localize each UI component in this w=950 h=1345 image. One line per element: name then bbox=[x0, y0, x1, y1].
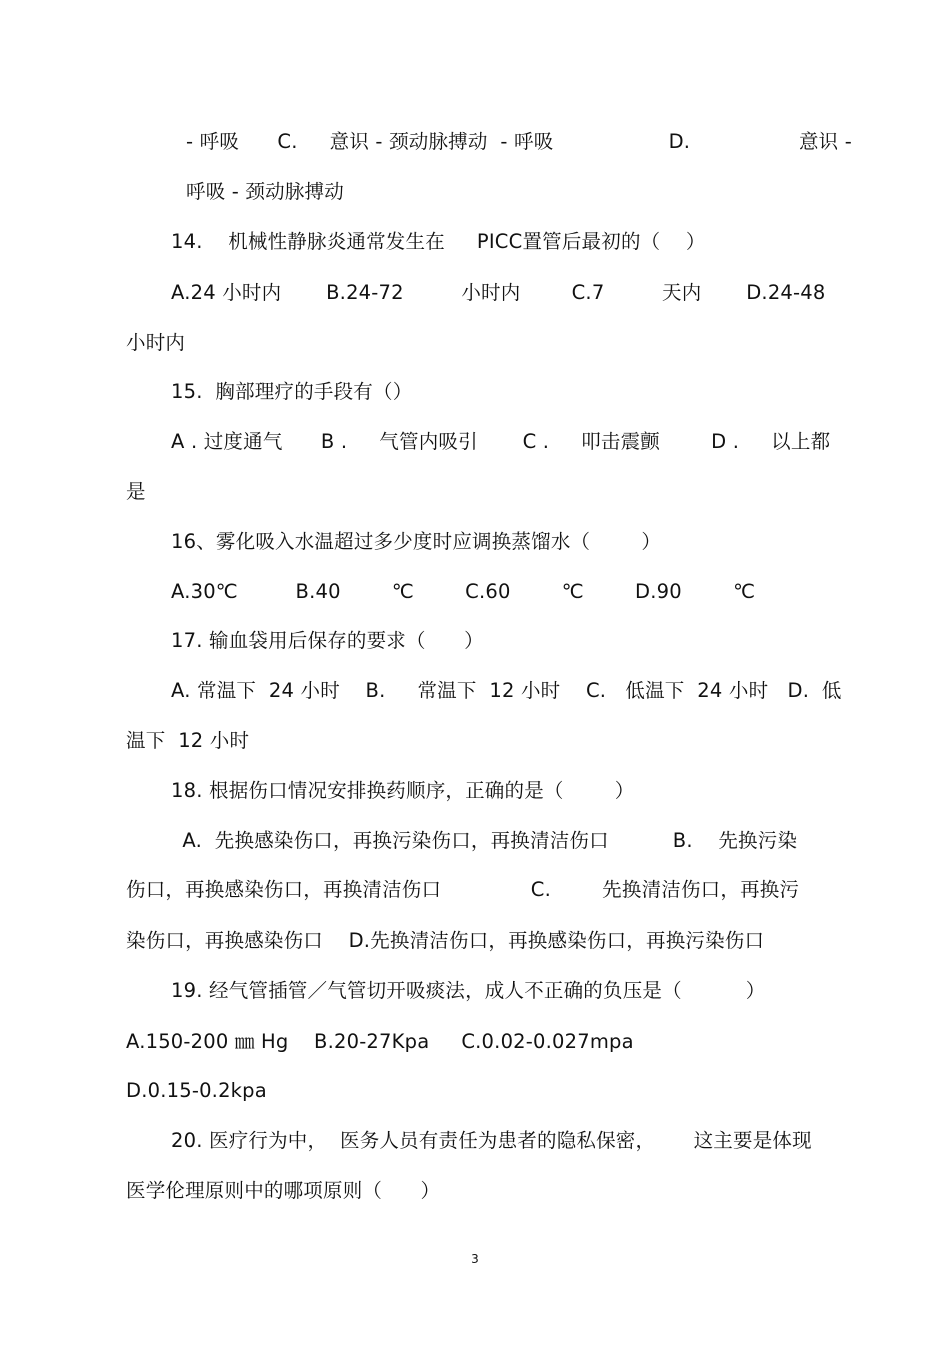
q19-question: 19. 经气管插管／气管切开吸痰法，成人不正确的负压是（ ） bbox=[171, 979, 766, 1002]
q18-options-line-1: A. 先换感染伤口，再换污染伤口，再换清洁伤口 B. 先换污染 bbox=[176, 829, 798, 852]
q18-question: 18. 根据伤口情况安排换药顺序，正确的是（ ） bbox=[171, 779, 635, 802]
q15-options-line-1: A . 过度通气 B . 气管内吸引 C . 叩击震颤 D . 以上都 bbox=[171, 430, 831, 453]
q15-options-line-2: 是 bbox=[126, 480, 146, 503]
q17-question: 17. 输血袋用后保存的要求（ ） bbox=[171, 629, 484, 652]
page-number: 3 bbox=[471, 1252, 479, 1266]
q16-question: 16、雾化吸入水温超过多少度时应调换蒸馏水（ ） bbox=[171, 530, 662, 553]
q20-question-line-1: 20. 医疗行为中， 医务人员有责任为患者的隐私保密， 这主要是体现 bbox=[171, 1129, 812, 1152]
q19-options-line-2: D.0.15-0.2kpa bbox=[126, 1079, 267, 1102]
q14-options-line-1: A.24 小时内 B.24-72 小时内 C.7 天内 D.24-48 bbox=[171, 281, 826, 304]
q16-options: A.30℃ B.40 ℃ C.60 ℃ D.90 ℃ bbox=[171, 580, 756, 603]
q13-options-line-1: - 呼吸 C. 意识 - 颈动脉搏动 - 呼吸 D. 意识 - bbox=[186, 130, 852, 153]
q18-options-line-3: 染伤口，再换感染伤口 D.先换清洁伤口，再换感染伤口，再换污染伤口 bbox=[126, 929, 765, 952]
q14-question: 14. 机械性静脉炎通常发生在 PICC置管后最初的（ ） bbox=[171, 230, 706, 253]
q20-question-line-2: 医学伦理原则中的哪项原则（ ） bbox=[126, 1179, 441, 1202]
q19-options-line-1: A.150-200 ㎜ Hg B.20-27Kpa C.0.02-0.027mpa bbox=[126, 1030, 634, 1053]
q15-question: 15. 胸部理疗的手段有（） bbox=[171, 380, 413, 403]
q17-options-line-1: A. 常温下 24 小时 B. 常温下 12 小时 C. 低温下 24 小时 D. 低 bbox=[171, 679, 842, 702]
q13-options-line-2: 呼吸 - 颈动脉搏动 bbox=[186, 180, 344, 203]
q17-options-line-2: 温下 12 小时 bbox=[126, 729, 250, 752]
q14-options-line-2: 小时内 bbox=[126, 331, 186, 354]
q18-options-line-2: 伤口，再换感染伤口，再换清洁伤口 C. 先换清洁伤口，再换污 bbox=[126, 878, 800, 901]
